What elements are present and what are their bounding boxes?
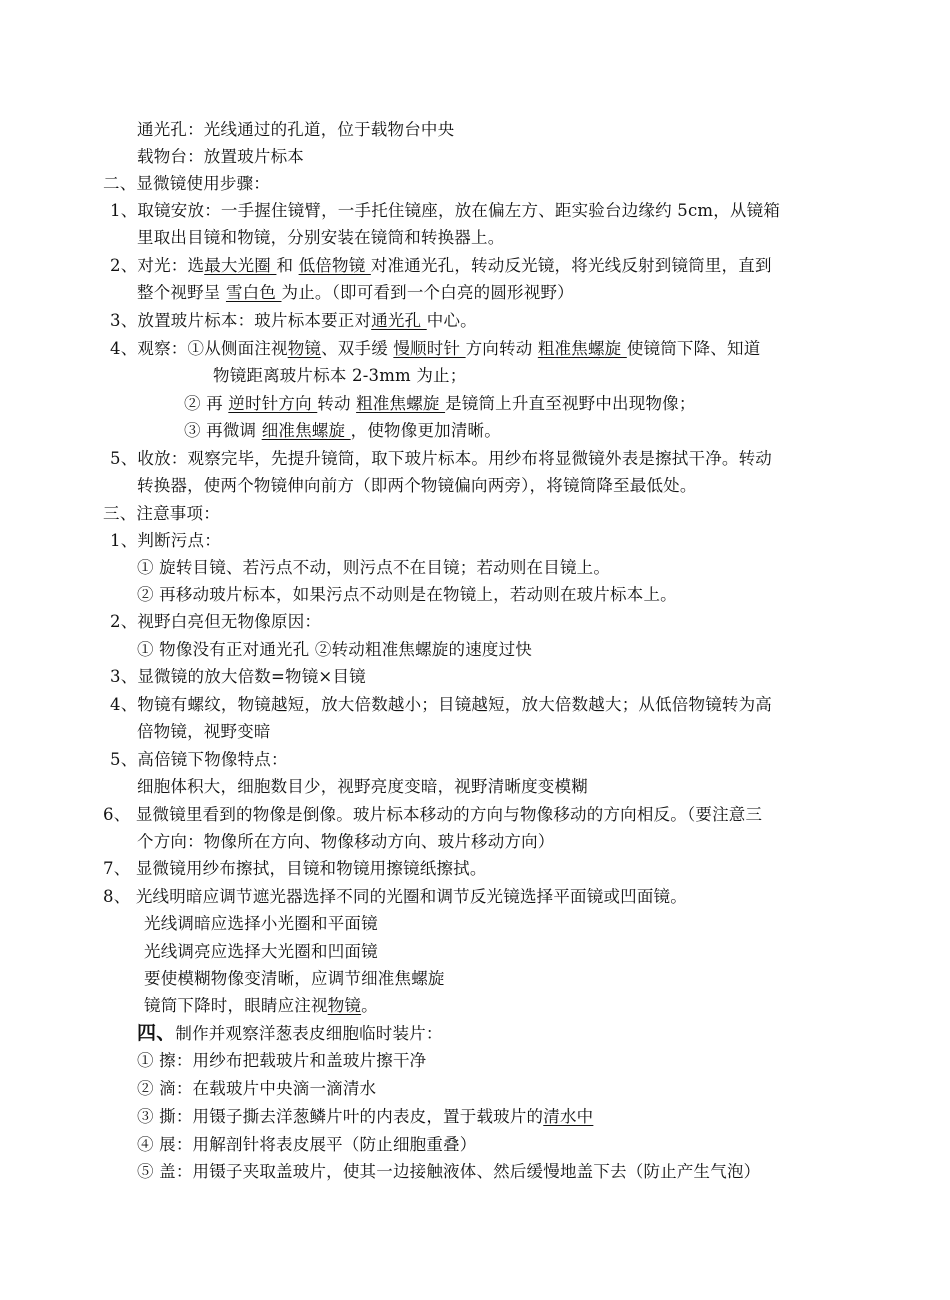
text-line: 通光孔：光线通过的孔道，位于载物台中央 (137, 120, 455, 139)
text-line: 4、观察：①从侧面注视物镜、双手缓 慢顺时针 方向转动 粗准焦螺旋 使镜筒下降、知道 (110, 339, 761, 358)
underlined-term: 粗准焦螺旋 (356, 394, 446, 413)
underlined-term: 清水中 (543, 1107, 594, 1126)
text-line: 1、取镜安放：一手握住镜臂，一手托住镜座，放在偏左方、距实验台边缘约 5cm，从镜箱 (110, 201, 781, 220)
section-heading: 二、显微镜使用步骤： (103, 174, 270, 193)
text-line: 3、显微镜的放大倍数=物镜×目镜 (110, 667, 366, 686)
underlined-term: 低倍物镜 (298, 256, 371, 275)
underlined-term: 逆时针方向 (228, 394, 318, 413)
text-line: ③ 再微调 细准焦螺旋 ，使物像更加清晰。 (184, 421, 501, 440)
text-line: 里取出目镜和物镜，分别安装在镜筒和转换器上。 (137, 228, 505, 247)
text-line: 要使模糊物像变清晰，应调节细准焦螺旋 (144, 969, 445, 988)
text-line: 2、对光：选最大光圈 和 低倍物镜 对准通光孔，转动反光镜，将光线反射到镜筒里，直到 (110, 256, 772, 275)
underlined-term: 细准焦螺旋 (261, 421, 351, 440)
text-line: 6、 显微镜里看到的物像是倒像。玻片标本移动的方向与物像移动的方向相反。（要注意三 (103, 805, 763, 824)
text-line: 光线调暗应选择小光圈和平面镜 (144, 914, 378, 933)
text-line: ② 再 逆时针方向 转动 粗准焦螺旋 是镜筒上升直至视野中出现物像； (184, 394, 696, 413)
underlined-term: 雪白色 (225, 283, 282, 302)
text-line: ② 再移动玻片标本，如果污点不动则是在物镜上，若动则在玻片标本上。 (137, 585, 677, 604)
underlined-term: 慢顺时针 (393, 339, 466, 358)
text-line: 细胞体积大，细胞数目少，视野亮度变暗，视野清晰度变模糊 (137, 777, 588, 796)
underlined-term: 物镜 (287, 339, 322, 358)
underlined-term: 物镜 (327, 996, 362, 1015)
underlined-term: 最大光圈 (204, 256, 277, 275)
text-line: ② 滴：在载玻片中央滴一滴清水 (137, 1079, 377, 1098)
text-line: ④ 展：用解剖针将表皮展平（防止细胞重叠） (137, 1135, 477, 1154)
text-line: 倍物镜，视野变暗 (137, 722, 271, 741)
text-line: ① 擦：用纱布把载玻片和盖玻片擦干净 (137, 1051, 427, 1070)
underlined-term: 粗准焦螺旋 (537, 339, 627, 358)
section-heading: 三、注意事项： (103, 504, 220, 523)
text-line: 光线调亮应选择大光圈和凹面镜 (144, 942, 378, 961)
text-line: 个方向：物像所在方向、物像移动方向、玻片移动方向） (137, 832, 555, 851)
text-line: 1、判断污点： (110, 531, 221, 550)
text-line: 5、高倍镜下物像特点： (110, 750, 288, 769)
underlined-term: 通光孔 (371, 311, 427, 330)
text-line: 2、视野白亮但无物像原因： (110, 612, 322, 631)
text-line: 7、 显微镜用纱布擦拭，目镜和物镜用擦镜纸擦拭。 (103, 859, 487, 878)
text-line: 物镜距离玻片标本 2-3mm 为止； (213, 366, 467, 385)
text-line: 载物台：放置玻片标本 (137, 147, 304, 166)
text-line: 8、 光线明暗应调节遮光器选择不同的光圈和调节反光镜选择平面镜或凹面镜。 (103, 887, 687, 906)
section-heading: 四、制作并观察洋葱表皮细胞临时装片： (137, 1022, 443, 1044)
text-line: 镜筒下降时，眼睛应注视物镜。 (144, 996, 378, 1015)
text-line: 3、放置玻片标本：玻片标本要正对通光孔 中心。 (110, 311, 477, 330)
text-line: ③ 撕：用镊子撕去洋葱鳞片叶的内表皮，置于载玻片的清水中 (137, 1107, 594, 1126)
text-line: 整个视野呈 雪白色 为止。（即可看到一个白亮的圆形视野） (137, 283, 574, 302)
text-line: ① 物像没有正对通光孔 ②转动粗准焦螺旋的速度过快 (137, 640, 532, 659)
text-line: 4、物镜有螺纹，物镜越短，放大倍数越小；目镜越短，放大倍数越大；从低倍物镜转为高 (110, 695, 772, 714)
text-line: 转换器，使两个物镜伸向前方（即两个物镜偏向两旁），将镜筒降至最低处。 (137, 476, 697, 495)
text-line: ⑤ 盖：用镊子夹取盖玻片，使其一边接触液体、然后缓慢地盖下去（防止产生气泡） (137, 1162, 761, 1181)
text-line: ① 旋转目镜、若污点不动，则污点不在目镜；若动则在目镜上。 (137, 558, 611, 577)
text-line: 5、收放：观察完毕，先提升镜筒，取下玻片标本。用纱布将显微镜外表是擦拭干净。转动 (110, 449, 772, 468)
